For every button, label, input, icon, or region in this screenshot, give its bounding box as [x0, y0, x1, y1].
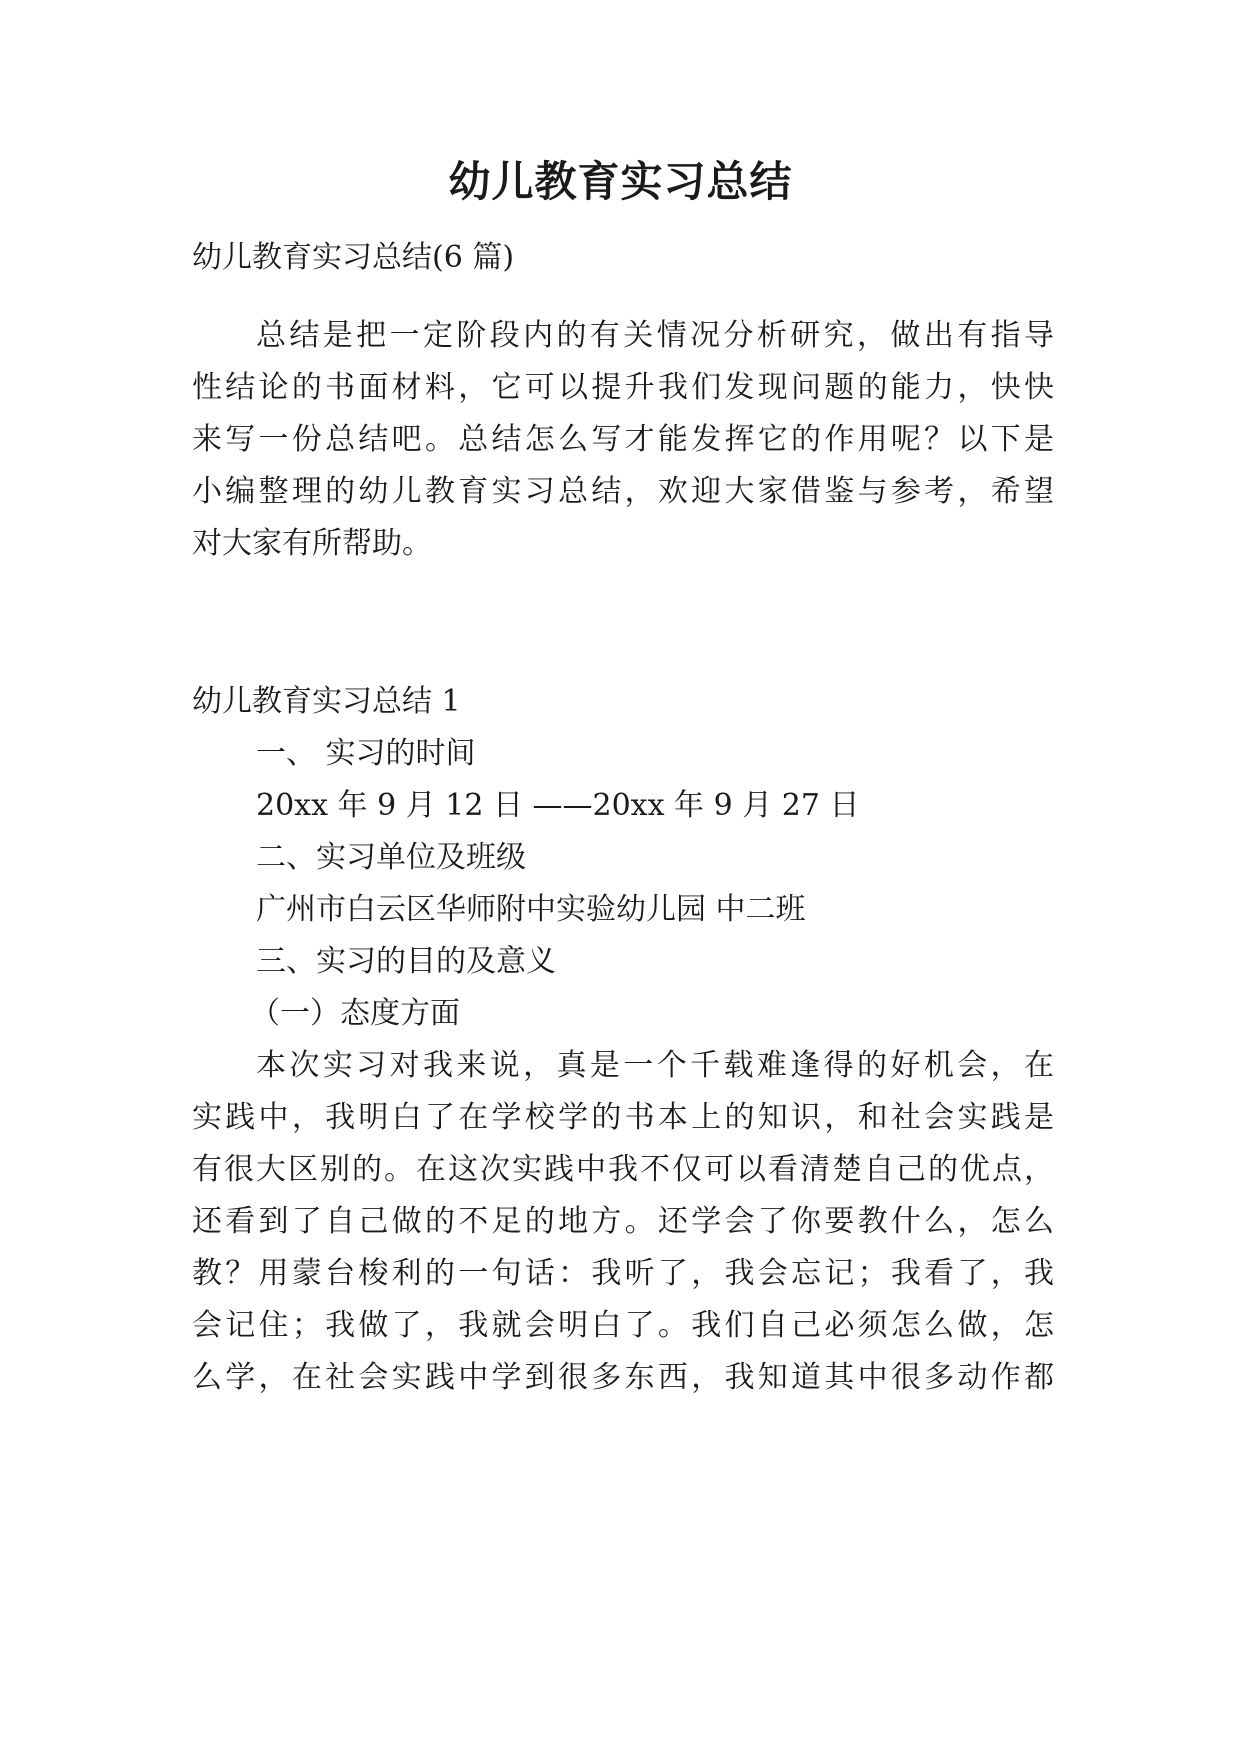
section-heading: 幼儿教育实习总结 1: [192, 684, 461, 719]
item-value-time: 20xx 年 9 月 12 日 ——20xx 年 9 月 27 日: [256, 788, 860, 823]
body-line: 会记住；我做了，我就会明白了。我们自己必须怎么做，怎: [192, 1308, 1054, 1343]
intro-line: 对大家有所帮助。: [192, 526, 432, 561]
item-heading-unit: 二、实习单位及班级: [256, 840, 526, 875]
body-line: 有很大区别的。在这次实践中我不仅可以看清楚自己的优点，: [192, 1152, 1054, 1187]
item-value-unit: 广州市白云区华师附中实验幼儿园 中二班: [256, 892, 806, 927]
body-line: 本次实习对我来说，真是一个千载难逢得的好机会，在: [256, 1048, 1054, 1083]
body-line: 教？用蒙台梭利的一句话：我听了，我会忘记；我看了，我: [192, 1256, 1054, 1291]
intro-line: 性结论的书面材料，它可以提升我们发现问题的能力，快快: [192, 370, 1054, 405]
sub-heading-attitude: （一）态度方面: [250, 996, 460, 1031]
item-heading-time: 一、 实习的时间: [256, 736, 476, 771]
document-subtitle: 幼儿教育实习总结(6 篇): [192, 240, 515, 275]
document-title: 幼儿教育实习总结: [448, 157, 793, 206]
intro-line: 总结是把一定阶段内的有关情况分析研究，做出有指导: [256, 318, 1054, 353]
intro-line: 来写一份总结吧。总结怎么写才能发挥它的作用呢？以下是: [192, 422, 1054, 457]
body-line: 还看到了自己做的不足的地方。还学会了你要教什么，怎么: [192, 1204, 1054, 1239]
body-line: 实践中，我明白了在学校学的书本上的知识，和社会实践是: [192, 1100, 1054, 1135]
body-line: 么学，在社会实践中学到很多东西，我知道其中很多动作都: [192, 1360, 1054, 1395]
intro-line: 小编整理的幼儿教育实习总结，欢迎大家借鉴与参考，希望: [192, 474, 1054, 509]
item-heading-purpose: 三、实习的目的及意义: [256, 944, 556, 979]
